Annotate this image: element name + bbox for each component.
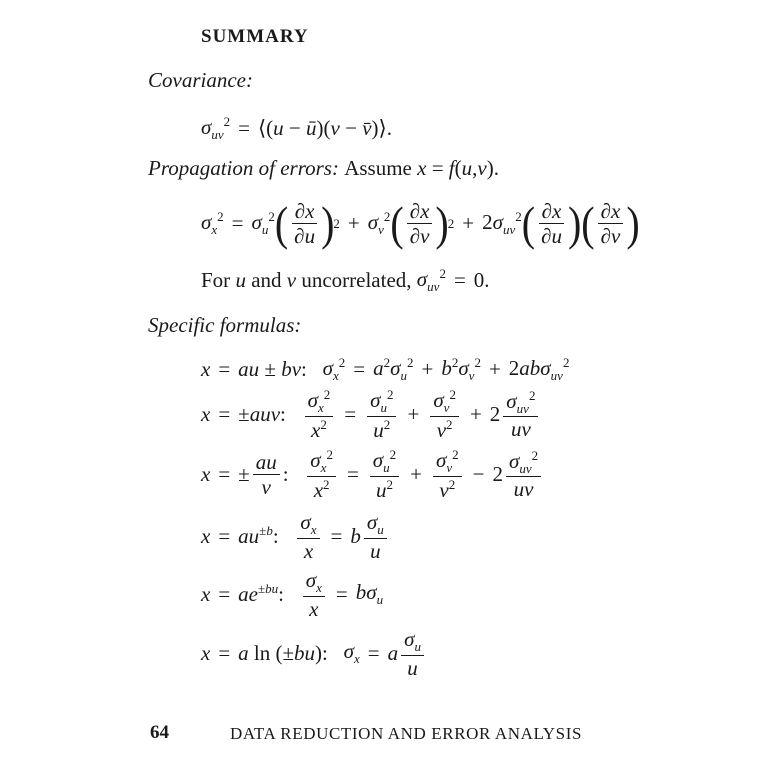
formula-power: x = $au^{\pm b}$: $\frac{\sigma_x}{x}$ = b $\frac{\sigma_u}{u}$ xyxy=(201,511,390,562)
propagation-label: Propagation of errors: xyxy=(148,156,339,180)
page-number: 64 xyxy=(150,722,169,743)
formula-exponential: x = $ae^{\pm bu}$: $\frac{\sigma_x}{x}$ = $b\sigma_u$ xyxy=(201,568,384,621)
section-heading: SUMMARY xyxy=(201,26,309,47)
assume-text: Assume xyxy=(344,156,412,180)
covariance-label: Covariance: xyxy=(148,68,253,92)
covariance-formula: $\sigma_{uv}^2$ = ⟨(u − ū)(v − v̄)⟩. xyxy=(201,114,392,143)
formula-product: x = ±auv: $\frac{\sigma_x^2}{x^2}$ = $\frac{\sigma_u^2}{u^2}$ + $\frac{\sigma_v^2}{v^2}$ + 2 $\frac{\sigma_{uv}^2}{uv}$ xyxy=(201,388,541,441)
specific-formulas-label: Specific formulas: xyxy=(148,313,302,337)
running-title: DATA REDUCTION AND ERROR ANALYSIS xyxy=(230,724,583,743)
formula-linear: x = au ± bv: $\sigma_x^2$ = $a^2\sigma_u^2$ + $b^2\sigma_v^2$ + 2abσ$_{uv}^2$ xyxy=(201,355,570,384)
uncorrelated-note: For u and v uncorrelated, $\sigma_{uv}^2$ = 0. xyxy=(201,266,490,295)
propagation-formula: $\sigma_x^2$ = $\sigma_u^2$ ( $\frac{\partial x}{\partial u}$ ) 2 + $\sigma_v^2$ ( $\frac{\partial x}{\partial v}$ ) 2 + $2\sigma_{uv}^2$ ( $\frac{\partial x}{\partial u}$ ) ( $\frac{\partial x}{\partial v}$ ) xyxy=(201,195,640,250)
propagation-line: Propagation of errors: Assume x = f(u,v). xyxy=(148,156,499,180)
formula-quotient: x = ± $\frac{au}{v}$ : $\frac{\sigma_x^2}{x^2}$ = $\frac{\sigma_u^2}{u^2}$ + $\frac{\sigma_v^2}{v^2}$ − 2 $\frac{\sigma_{uv}^2}{uv}$ xyxy=(201,448,544,501)
formula-logarithm: x = a ln (±bu): $\sigma_x$ = a $\frac{\sigma_u}{u}$ xyxy=(201,628,427,679)
